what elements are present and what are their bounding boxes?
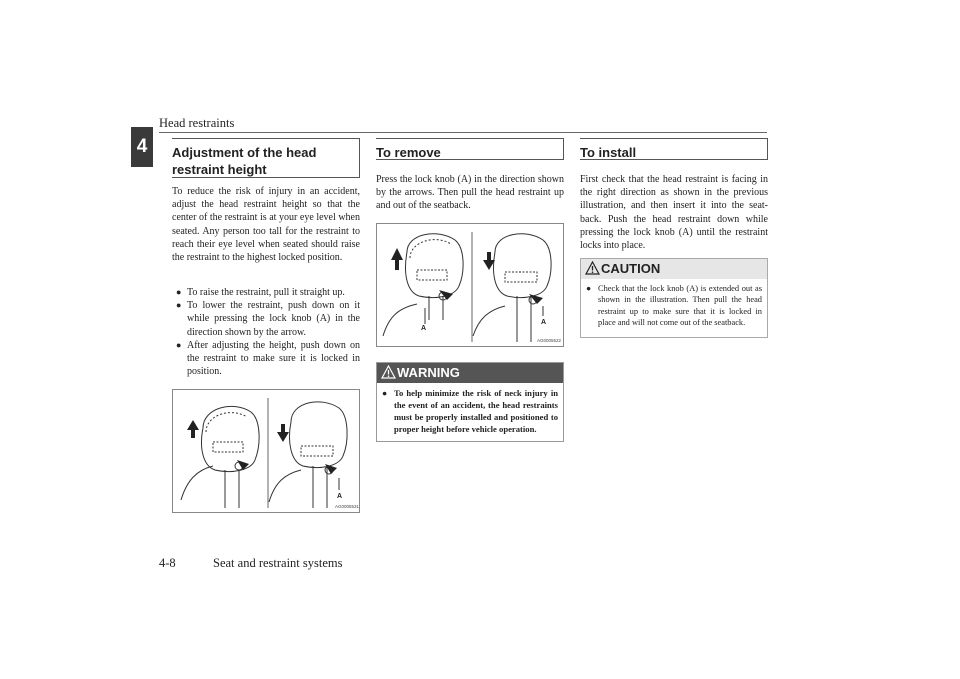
remove-body: Press the lock knob (A) in the direction shown by the arrows. Then pull the head restraint up and out of the seatback. xyxy=(376,174,564,212)
section-heading-text: To remove xyxy=(376,145,441,160)
headrest-illustration xyxy=(173,390,359,512)
figure-code: AG0005531 xyxy=(335,504,359,509)
page-footer xyxy=(159,556,343,571)
section-heading-text: To install xyxy=(580,145,637,160)
warning-body xyxy=(377,383,563,441)
figure-adjustment xyxy=(172,389,360,513)
caution-triangle-icon xyxy=(585,261,600,275)
warning-triangle-icon xyxy=(381,365,396,379)
section-heading-adjustment xyxy=(172,138,360,178)
install-body: First check that the head restraint is facing in the right direction as shown in the previous illustration, and then insert it into the seat-back. Push the head restraint down while pressing the lock knob (A) until the restraint locks into place. xyxy=(580,174,768,252)
bullet-icon: ● xyxy=(176,300,182,311)
bullet-icon: ● xyxy=(382,388,388,398)
caution-text: Check that the lock knob (A) is extended out as shown in the illustration. Then pull the head restraint up to make sure that it is locked in place and will not come out of the seatback. xyxy=(598,284,762,328)
arrow-press-icon xyxy=(237,460,249,470)
headrest-removal-illustration xyxy=(377,224,563,346)
chapter-tab: 4 xyxy=(131,127,153,167)
footer-section-name: Seat and restraint systems xyxy=(213,556,343,570)
arrow-press-icon xyxy=(439,290,453,300)
caution-body xyxy=(581,279,767,334)
bullet-icon: ● xyxy=(176,287,182,297)
adjustment-bullets xyxy=(176,286,360,378)
figure-label-a: A xyxy=(337,493,343,500)
list-item: ● After adjusting the height, push down on the restraint to make sure it is locked in position. xyxy=(176,339,360,378)
page-number: 4-8 xyxy=(159,556,176,570)
warning-header xyxy=(377,363,563,383)
header-rule xyxy=(159,132,767,133)
caution-header xyxy=(581,259,767,279)
figure-remove xyxy=(376,223,564,347)
adjustment-intro: To reduce the risk of injury in an accident, adjust the head restraint height so that the center of the restraint is at your eye level when seated. Any person too tall for the restraint to reach their eye level when seated should raise the restraint to the highest locked position. xyxy=(172,186,360,264)
figure-label-a: A xyxy=(421,325,427,332)
figure-label-a-2: A xyxy=(541,319,547,326)
warning-title: WARNING xyxy=(397,365,460,380)
caution-box xyxy=(580,258,768,338)
list-item: ● To lower the restraint, push down on it while pressing the lock knob (A) in the direction shown by the arrow. xyxy=(176,300,360,338)
warning-text: To help minimize the risk of neck injury in the event of an accident, the head restraints must be properly installed and positioned to proper height before vehicle operation. xyxy=(394,388,558,434)
caution-title: CAUTION xyxy=(601,261,661,276)
bullet-icon: ● xyxy=(176,339,182,350)
running-title: Head restraints xyxy=(159,116,235,130)
bullet-icon: ● xyxy=(586,284,592,293)
section-heading-text: Adjustment of the head restraint height xyxy=(172,145,317,177)
arrow-up-icon xyxy=(391,248,403,270)
arrow-down-icon xyxy=(277,424,289,442)
arrow-up-icon xyxy=(187,420,199,438)
section-heading-install xyxy=(580,138,768,160)
section-heading-remove xyxy=(376,138,564,160)
list-item: ● To raise the restraint, pull it straight up. xyxy=(176,287,345,298)
figure-code: AG0005522 xyxy=(537,338,562,343)
warning-box xyxy=(376,362,564,442)
